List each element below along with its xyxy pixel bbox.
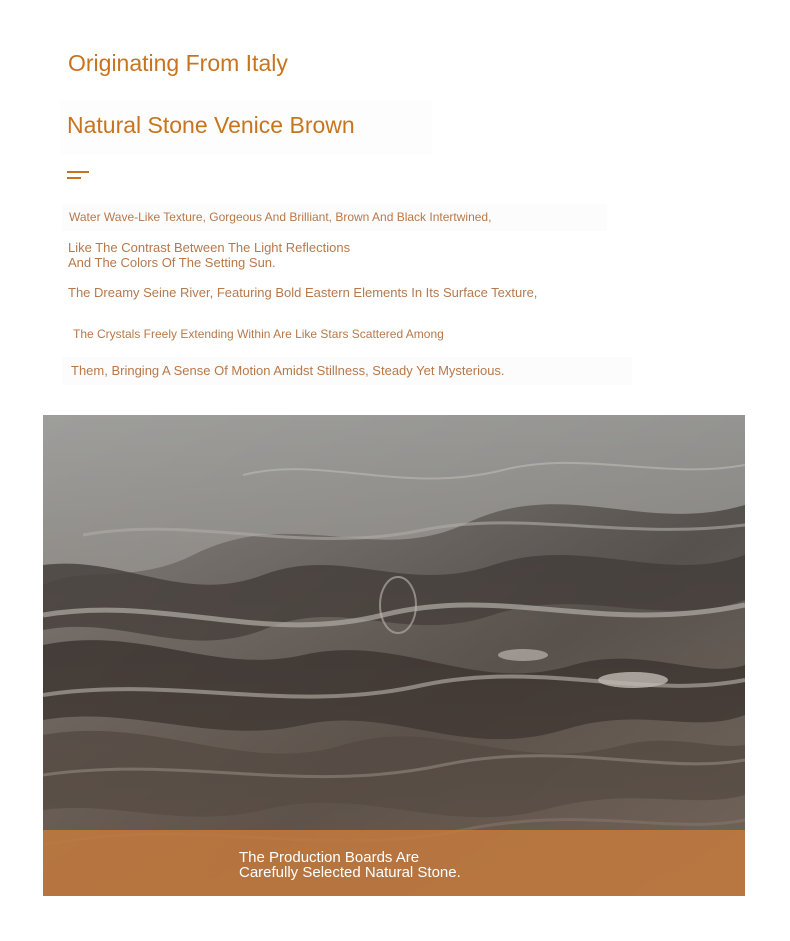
marble-slab-photo bbox=[43, 415, 745, 896]
heading-underline-decoration bbox=[67, 171, 89, 182]
photo-caption-line2: Carefully Selected Natural Stone. bbox=[239, 864, 461, 881]
origin-heading: Originating From Italy bbox=[68, 50, 288, 76]
description-line3: The Dreamy Seine River, Featuring Bold Eastern Elements In Its Surface Texture, bbox=[68, 285, 538, 300]
description-line2b: And The Colors Of The Setting Sun. bbox=[68, 255, 276, 270]
photo-caption bbox=[239, 850, 461, 880]
description-line2 bbox=[68, 240, 350, 270]
photo-caption-line1: The Production Boards Are bbox=[239, 849, 420, 866]
description-line4: The Crystals Freely Extending Within Are Like Stars Scattered Among bbox=[73, 327, 444, 341]
description-line1: Water Wave-Like Texture, Gorgeous And Brilliant, Brown And Black Intertwined, bbox=[69, 210, 492, 224]
description-line5: Them, Bringing A Sense Of Motion Amidst Stillness, Steady Yet Mysterious. bbox=[71, 363, 505, 378]
product-heading: Natural Stone Venice Brown bbox=[67, 112, 355, 138]
description-line2a: Like The Contrast Between The Light Reflections bbox=[68, 240, 351, 255]
